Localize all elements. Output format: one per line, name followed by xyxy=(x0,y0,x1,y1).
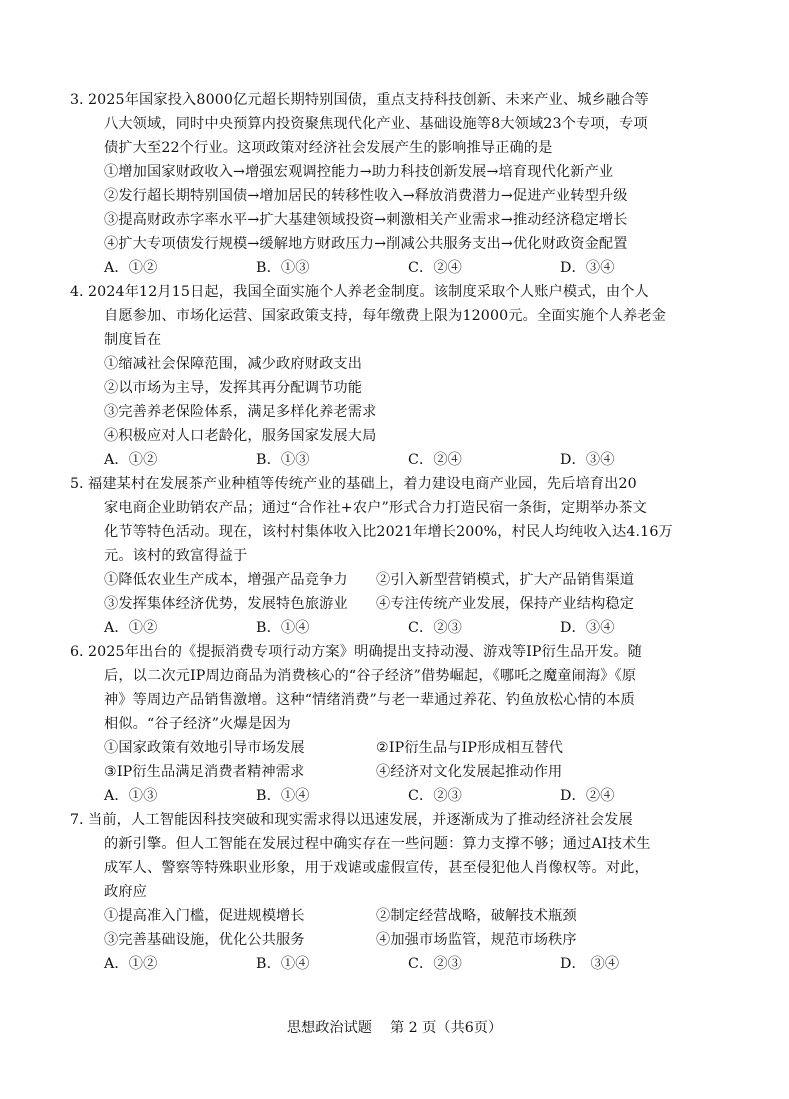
choice-c: C．②④ xyxy=(408,260,463,276)
choice-c: C．②③ xyxy=(408,788,463,804)
choice-c: C．②③ xyxy=(408,620,463,636)
option-3: ③发挥集体经济优势，发展特色旅游业 xyxy=(104,596,348,612)
option-3: ③完善养老保险体系，满足多样化养老需求 xyxy=(104,404,377,420)
option-2: ②以市场为主导，发挥其再分配调节功能 xyxy=(104,380,363,396)
choice-b: B．①④ xyxy=(256,620,310,636)
stem-line: 2024年12月15日起，我国全面实施个人养老金制度。该制度采取个人账户模式，由个人 xyxy=(88,284,649,300)
option-row xyxy=(88,760,718,784)
choice-b: B．①④ xyxy=(256,956,310,972)
choice-a: A．①② xyxy=(104,620,158,636)
stem-line: 相似。“谷子经济”火爆是因为 xyxy=(104,716,291,732)
option-2: ②发行超长期特别国债→增加居民的转移性收入→释放消费潜力→促进产业转型升级 xyxy=(104,188,628,204)
choice-d: D． ③④ xyxy=(560,956,620,972)
answer-choices xyxy=(88,256,718,280)
choice-c: C．②④ xyxy=(408,452,463,468)
option-4: ④积极应对人口老龄化，服务国家发展大局 xyxy=(104,428,377,444)
choice-a: A．①② xyxy=(104,260,158,276)
stem-line: 的新引擎。但人工智能在发展过程中确实存在一些问题：算力支撑不够；通过AI技术生 xyxy=(104,836,651,852)
choice-a: A．①② xyxy=(104,452,158,468)
option-row xyxy=(88,568,718,592)
option-4: ④专注传统产业发展，保持产业结构稳定 xyxy=(376,596,635,612)
option-4: ④加强市场监管，规范市场秩序 xyxy=(376,932,577,948)
option-4: ④扩大专项债发行规模→缓解地方财政压力→削减公共服务支出→优化财政资金配置 xyxy=(104,236,628,252)
choice-a: A．①③ xyxy=(104,788,158,804)
question-number: 6． xyxy=(70,644,94,660)
question-number: 5． xyxy=(70,476,94,492)
question-5 xyxy=(70,472,718,640)
stem-line: 化节等特色活动。现在，该村村集体收入比2021年增长200%，村民人均纯收入达4.16万 xyxy=(104,524,673,540)
stem-line: 八大领域，同时中央预算内投资聚焦现代化产业、基础设施等8大领域23个专项，专项 xyxy=(104,116,648,132)
stem-line: 自愿参加、市场化运营、国家政策支持，每年缴费上限为12000元。全面实施个人养老金 xyxy=(104,308,667,324)
question-stem xyxy=(70,280,718,352)
option-3: ③提高财政赤字率水平→扩大基建领域投资→刺激相关产业需求→推动经济稳定增长 xyxy=(104,212,628,228)
option-row xyxy=(88,928,718,952)
stem-line: 家电商企业助销农产品；通过“合作社+农户”形式合力打造民宿一条街，定期举办茶文 xyxy=(104,500,647,516)
choice-b: B．①③ xyxy=(256,260,310,276)
option-3: ③IP衍生品满足消费者精神需求 xyxy=(104,764,305,780)
option-2: ②引入新型营销模式，扩大产品销售渠道 xyxy=(376,572,635,588)
choice-d: D．③④ xyxy=(560,620,615,636)
question-number: 4． xyxy=(70,284,94,300)
stem-line: 2025年国家投入8000亿元超长期特别国债，重点支持科技创新、未来产业、城乡融合等 xyxy=(88,92,649,108)
answer-choices xyxy=(88,952,718,976)
stem-line: 成军人、警察等特殊职业形象，用于戏谑或虚假宣传，甚至侵犯他人肖像权等。对此， xyxy=(104,860,649,876)
stem-line: 2025年出台的《提振消费专项行动方案》明确提出支持动漫、游戏等IP衍生品开发。随 xyxy=(88,644,642,660)
choice-c: C．②③ xyxy=(408,956,463,972)
option-1: ①提高准入门槛，促进规模增长 xyxy=(104,908,305,924)
question-3 xyxy=(70,88,718,280)
question-stem xyxy=(70,88,718,160)
option-2: ②制定经营战略，破解技术瓶颈 xyxy=(376,908,577,924)
answer-choices xyxy=(88,616,718,640)
stem-line: 制度旨在 xyxy=(104,332,162,348)
question-stem xyxy=(70,808,718,904)
stem-line: 政府应 xyxy=(104,884,148,900)
stem-line: 后，以二次元IP周边商品为消费核心的“谷子经济”借势崛起，《哪吒之魔童闹海》《原 xyxy=(104,668,637,684)
question-number: 7． xyxy=(70,812,94,828)
question-7 xyxy=(70,808,718,976)
page-footer: 思想政治试题 第 2 页（共6页） xyxy=(286,1020,503,1036)
question-6 xyxy=(70,640,718,808)
stem-line: 神》等周边产品销售激增。这种“情绪消费”与老一辈通过养花、钓鱼放松心情的本质 xyxy=(104,692,635,708)
stem-line: 当前，人工智能因科技突破和现实需求得以迅速发展，并逐渐成为了推动经济社会发展 xyxy=(88,812,633,828)
answer-choices xyxy=(88,448,718,472)
choice-b: B．①④ xyxy=(256,788,310,804)
choice-d: D．③④ xyxy=(560,452,615,468)
stem-line: 元。该村的致富得益于 xyxy=(104,548,248,564)
question-4 xyxy=(70,280,718,472)
choice-d: D．③④ xyxy=(560,260,615,276)
question-number: 3． xyxy=(70,92,94,108)
option-1: ①降低农业生产成本，增强产品竞争力 xyxy=(104,572,348,588)
option-4: ④经济对文化发展起推动作用 xyxy=(376,764,563,780)
option-1: ①增加国家财政收入→增强宏观调控能力→助力科技创新发展→培育现代化新产业 xyxy=(104,164,614,180)
option-row xyxy=(88,904,718,928)
choice-a: A．①② xyxy=(104,956,158,972)
stem-line: 债扩大至22个行业。这项政策对经济社会发展产生的影响推导正确的是 xyxy=(104,140,553,156)
question-stem xyxy=(70,640,718,736)
option-1: ①国家政策有效地引导市场发展 xyxy=(104,740,305,756)
option-1: ①缩减社会保障范围，减少政府财政支出 xyxy=(104,356,363,372)
option-3: ③完善基础设施，优化公共服务 xyxy=(104,932,305,948)
stem-line: 福建某村在发展茶产业种植等传统产业的基础上，着力建设电商产业园，先后培育出20 xyxy=(88,476,637,492)
option-row xyxy=(88,736,718,760)
option-2: ②IP衍生品与IP形成相互替代 xyxy=(376,740,564,756)
choice-b: B．①③ xyxy=(256,452,310,468)
choice-d: D．②④ xyxy=(560,788,615,804)
question-stem xyxy=(70,472,718,568)
answer-choices xyxy=(88,784,718,808)
option-row xyxy=(88,592,718,616)
